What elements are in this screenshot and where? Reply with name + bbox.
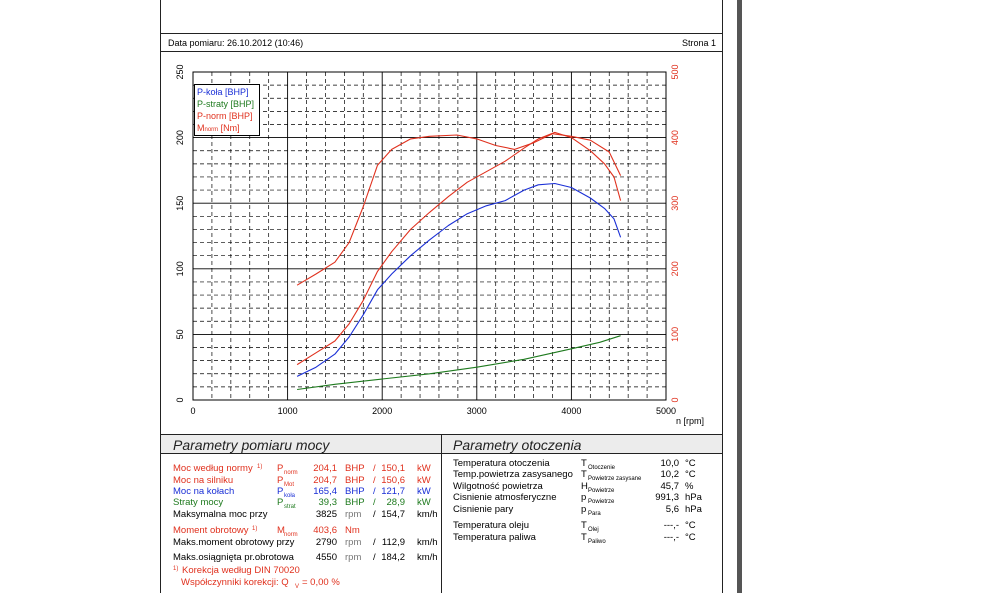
param-unit-2: km/h xyxy=(417,509,438,520)
panel-divider xyxy=(441,434,442,593)
x-tick-label: 1000 xyxy=(277,406,298,416)
param-label: Temp.powietrza zasysanego xyxy=(453,469,573,480)
param-unit-1: BHP xyxy=(345,497,365,508)
param-unit-2: kW xyxy=(417,475,431,486)
param-value-1: 403,6 xyxy=(313,525,337,536)
param-label: Wilgotność powietrza xyxy=(453,481,543,492)
plot-frame xyxy=(193,72,666,400)
param-unit-2: kW xyxy=(417,497,431,508)
param-separator: / xyxy=(373,509,376,520)
param-symbol-subscript: Olej xyxy=(588,527,599,533)
series-line xyxy=(297,336,620,390)
param-value-2: 154,7 xyxy=(381,509,405,520)
ambient-params-title: Parametry otoczenia xyxy=(441,434,722,454)
param-unit: hPa xyxy=(685,504,702,515)
legend-item-m-norm: Mnorm [Nm] xyxy=(197,123,240,133)
x-axis-label: n [rpm] xyxy=(675,416,704,426)
param-symbol-subscript: Para xyxy=(588,511,601,517)
param-label: Cisnienie atmosferyczne xyxy=(453,492,557,503)
legend-item-p-norm: P-norm [BHP] xyxy=(197,111,253,121)
param-symbol-subscript: Otoczenie xyxy=(588,465,616,471)
param-symbol-subscript: Powietrze zasysane xyxy=(588,476,642,482)
param-symbol-subscript: Mot xyxy=(284,482,295,488)
param-unit-2: km/h xyxy=(417,537,438,548)
measurement-date: Data pomiaru: 26.10.2012 (10:46) xyxy=(168,38,304,48)
legend-item-p-kola: P-koła [BHP] xyxy=(197,87,249,97)
param-value-1: 39,3 xyxy=(318,497,337,508)
param-label: Temperatura oleju xyxy=(453,520,530,531)
param-label: Moment obrotowy xyxy=(173,525,249,536)
param-footnote-mark: 1) xyxy=(252,526,258,532)
param-value-2: 112,9 xyxy=(381,537,405,548)
param-symbol: T xyxy=(581,520,587,531)
param-unit-1: BHP xyxy=(345,463,365,474)
param-symbol: P xyxy=(277,497,284,508)
vertical-scrollbar[interactable] xyxy=(737,0,742,593)
param-symbol-subscript: norm xyxy=(284,532,298,538)
y-left-tick-label: 150 xyxy=(175,195,185,211)
param-symbol: T xyxy=(581,469,587,480)
y-right-tick-label: 100 xyxy=(670,326,680,342)
param-value-2: 184,2 xyxy=(381,552,405,563)
param-label: Cisnienie pary xyxy=(453,504,514,515)
param-value-2: 121,7 xyxy=(381,486,405,497)
param-value: 10,0 xyxy=(660,458,679,469)
param-value-1: 3825 xyxy=(315,509,337,520)
param-unit-1: BHP xyxy=(345,486,365,497)
power-params-title: Parametry pomiaru mocy xyxy=(161,434,442,454)
y-right-tick-label: 200 xyxy=(670,261,680,277)
legend-item-p-straty: P-straty [BHP] xyxy=(197,99,255,109)
param-value: 991,3 xyxy=(655,492,679,503)
chart-legend xyxy=(194,84,260,136)
series-line xyxy=(297,134,620,286)
param-symbol: P xyxy=(277,486,284,497)
param-label: Maks.osiągnięta pr.obrotowa xyxy=(173,552,294,563)
param-value-1: 204,7 xyxy=(313,475,337,486)
param-separator: / xyxy=(373,463,376,474)
param-unit: °C xyxy=(685,520,696,531)
param-symbol: p xyxy=(581,492,587,503)
param-value-1: 165,4 xyxy=(313,486,337,497)
param-unit-1: BHP xyxy=(345,475,365,486)
y-left-tick-label: 0 xyxy=(175,397,185,403)
report-page: Data pomiaru: 26.10.2012 (10:46) Strona 1 0 1000 2000 3000 4000 5000 0 50 100 150 200 250 0 100 200 300 400 500 n [rpm] P-koła [BHP] P-straty [BHP] P-norm [BHP] Mnorm [Nm] Parametry pomiaru mocy Parametry otoczenia Moc według normy 1) P norm 204,1 BHP / 150,1 kW Moc na silniku P Mot 204,7 BHP / 150,6 kW Moc na kołach P koła 165,4 BHP / 121,7 kW Straty mocy P strat 39,3 BHP / 28,9 kW Maksymalna moc przy 3825 rpm / 154,7 km/h Moment obrotowy 1) M norm 403,6 Nm Maks.moment obrotowy przy 2790 rpm / 112,9 km/h Maks.osiągnięta pr.obrotowa 4550 rpm / 184,2 km/h Temperatura otoczenia T Otoczenie 10,0 °C Temp.powietrza zasysanego T Powietrze zasysane 10,2 °C Wilgotność powietrza H Powietrze 45,7 % Cisnienie atmosferyczne p Powietrze 991,3 hPa Cisnienie pary p Para 5,6 hPa Temperatura oleju T Olej ---,- °C Temperatura paliwa T Paliwo ---,- °C 1) Korekcja według DIN 70020 Współczynniki korekcji: Q V = 0,00 % xyxy=(160,0,723,593)
param-label: Moc na silniku xyxy=(173,475,234,486)
y-left-tick-label: 50 xyxy=(175,329,185,340)
param-label: Maks.moment obrotowy przy xyxy=(173,537,295,548)
param-symbol: P xyxy=(277,475,284,486)
param-symbol: H xyxy=(581,481,588,492)
param-separator: / xyxy=(373,537,376,548)
param-value-1: 4550 xyxy=(315,552,337,563)
y-left-tick-label: 200 xyxy=(175,130,185,146)
param-unit-2: km/h xyxy=(417,552,438,563)
param-unit-2: kW xyxy=(417,486,431,497)
param-symbol-subscript: Powietrze xyxy=(588,488,615,494)
param-symbol-subscript: strat xyxy=(284,504,296,510)
param-value-2: 28,9 xyxy=(386,497,405,508)
param-separator: / xyxy=(373,552,376,563)
param-symbol-subscript: Paliwo xyxy=(588,539,606,545)
param-unit: hPa xyxy=(685,492,702,503)
x-tick-label: 2000 xyxy=(372,406,393,416)
param-symbol-subscript: Powietrze xyxy=(588,499,615,505)
param-value: 45,7 xyxy=(660,481,679,492)
param-unit-1: rpm xyxy=(345,537,362,548)
param-unit: °C xyxy=(685,532,696,543)
param-value: ---,- xyxy=(663,532,679,543)
param-symbol: p xyxy=(581,504,587,515)
x-tick-label: 3000 xyxy=(466,406,487,416)
param-separator: / xyxy=(373,486,376,497)
param-label: Maksymalna moc przy xyxy=(173,509,268,520)
param-value-1: 2790 xyxy=(315,537,337,548)
param-unit: % xyxy=(685,481,694,492)
y-right-tick-label: 400 xyxy=(670,130,680,146)
y-left-tick-label: 100 xyxy=(175,261,185,277)
y-left-tick-label: 250 xyxy=(175,64,185,80)
y-right-tick-label: 300 xyxy=(670,195,680,211)
param-symbol: M xyxy=(277,525,285,536)
param-value-2: 150,1 xyxy=(381,463,405,474)
page-number: Strona 1 xyxy=(681,38,716,48)
param-separator: / xyxy=(373,497,376,508)
param-footnote-mark: 1) xyxy=(257,464,263,470)
param-symbol-subscript: norm xyxy=(284,470,298,476)
param-value: 10,2 xyxy=(660,469,679,480)
param-unit-1: Nm xyxy=(345,525,360,536)
x-tick-label: 4000 xyxy=(561,406,582,416)
y-right-tick-label: 0 xyxy=(670,397,680,403)
param-label: Temperatura otoczenia xyxy=(453,458,550,469)
param-symbol: T xyxy=(581,532,587,543)
param-label: Straty mocy xyxy=(173,497,224,508)
series-line xyxy=(297,132,620,364)
param-value: 5,6 xyxy=(665,504,679,515)
param-symbol: P xyxy=(277,463,284,474)
param-value-1: 204,1 xyxy=(313,463,337,474)
param-separator: / xyxy=(373,475,376,486)
x-tick-label: 5000 xyxy=(655,406,677,416)
param-label: Moc na kołach xyxy=(173,486,235,497)
param-unit-1: rpm xyxy=(345,552,362,563)
param-unit-1: rpm xyxy=(345,509,362,520)
y-right-tick-label: 500 xyxy=(670,64,680,80)
param-value: ---,- xyxy=(663,520,679,531)
header-top-rule xyxy=(161,33,722,34)
param-value-2: 150,6 xyxy=(381,475,405,486)
param-label: Moc według normy xyxy=(173,463,253,474)
param-symbol-subscript: koła xyxy=(284,493,296,499)
param-unit: °C xyxy=(685,469,696,480)
param-label: Temperatura paliwa xyxy=(453,532,536,543)
param-unit: °C xyxy=(685,458,696,469)
x-tick-label: 0 xyxy=(190,406,196,416)
param-symbol: T xyxy=(581,458,587,469)
param-unit-2: kW xyxy=(417,463,431,474)
